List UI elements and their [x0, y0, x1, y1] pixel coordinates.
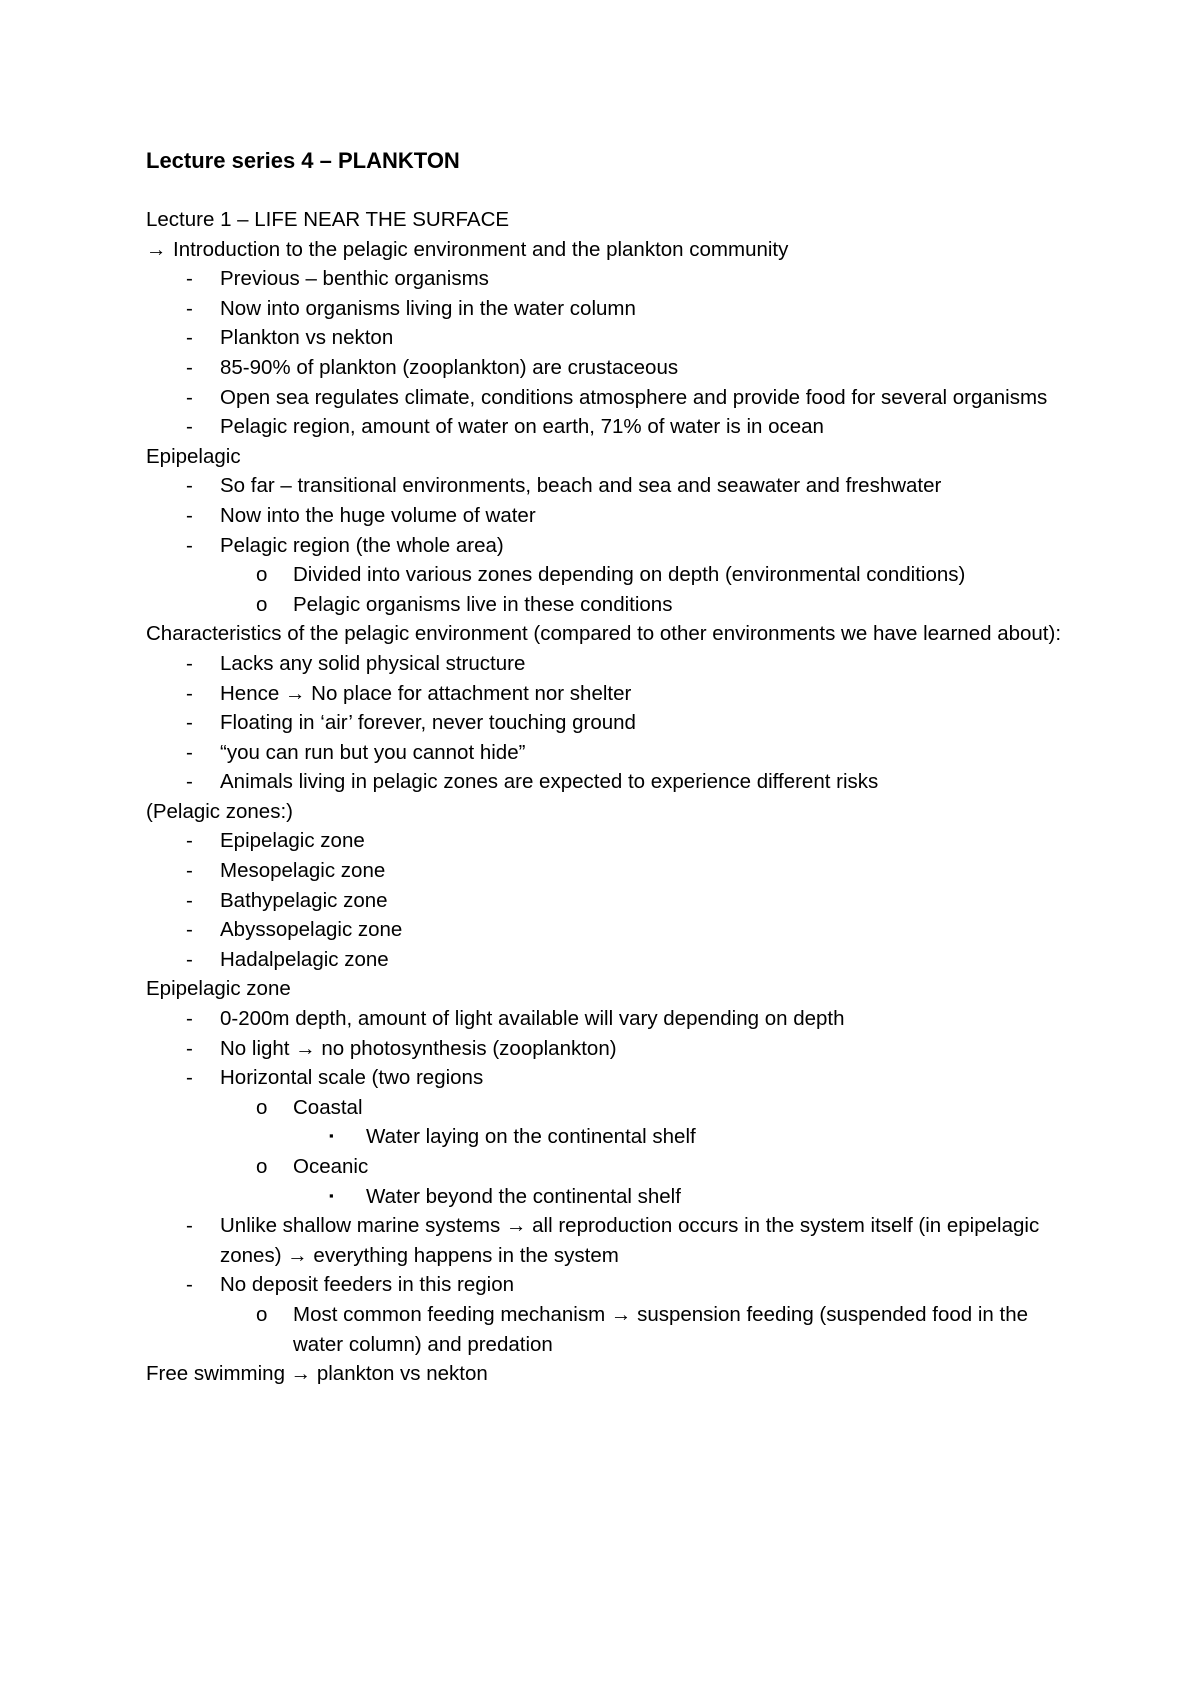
dash-bullet-icon: -: [186, 740, 193, 764]
bullet-item: [146, 945, 1076, 975]
dash-bullet-icon: -: [186, 474, 193, 498]
line-text: Now into organisms living in the water column: [220, 296, 636, 320]
bullet-item: [146, 501, 1076, 531]
text-line: [146, 619, 1076, 649]
line-text: Pelagic organisms live in these conditions: [293, 592, 673, 616]
bullet-item: [146, 1270, 1076, 1300]
line-text: Now into the huge volume of water: [220, 503, 536, 527]
document-title: Lecture series 4 – PLANKTON: [146, 148, 460, 173]
bullet-item: [146, 649, 1076, 679]
bullet-item: [146, 1004, 1076, 1034]
line-text: Epipelagic zone: [146, 977, 291, 1001]
bullet-item: [146, 294, 1076, 324]
circle-bullet-icon: o: [256, 1302, 268, 1326]
line-text: Characteristics of the pelagic environment (compared to other environments we have learned about):: [146, 622, 1062, 646]
dash-bullet-icon: -: [186, 1036, 193, 1060]
line-text: 85-90% of plankton (zooplankton) are crustaceous: [220, 355, 679, 379]
line-text: Divided into various zones depending on depth (environmental conditions): [293, 563, 966, 587]
circle-bullet-icon: o: [256, 563, 268, 587]
bullet-item: [146, 738, 1076, 768]
line-text: Mesopelagic zone: [220, 859, 386, 883]
bullet-item: [146, 1211, 1076, 1270]
circle-bullet-icon: o: [256, 1095, 268, 1119]
dash-bullet-icon: -: [186, 859, 193, 883]
line-text: Most common feeding mechanism → suspension feeding (suspended food in the water column) and predation: [293, 1302, 1029, 1356]
bullet-item: [146, 531, 1076, 561]
line-text: Floating in ‘air’ forever, never touching ground: [220, 711, 636, 735]
bullet-item: [146, 767, 1076, 797]
text-line: [146, 974, 1076, 1004]
line-text: Plankton vs nekton: [220, 326, 394, 350]
bullet-item: [146, 915, 1076, 945]
line-text: Introduction to the pelagic environment and the plankton community: [173, 237, 789, 261]
line-text: Free swimming → plankton vs nekton: [146, 1362, 488, 1386]
bullet-item: [146, 1034, 1076, 1064]
dash-bullet-icon: -: [186, 1273, 193, 1297]
circle-bullet-icon: o: [256, 1155, 268, 1178]
bullet-item: [146, 264, 1076, 294]
dash-bullet-icon: -: [186, 296, 193, 320]
bullet-item: [146, 708, 1076, 738]
bullet-item: [146, 353, 1076, 383]
text-line: [146, 797, 1076, 827]
dash-bullet-icon: -: [186, 326, 193, 350]
line-text: (Pelagic zones:): [146, 799, 293, 823]
dash-bullet-icon: -: [186, 681, 193, 705]
line-text: No light → no photosynthesis (zooplankton): [220, 1036, 617, 1060]
arrow-right-icon: →: [146, 237, 167, 261]
bullet-item: [146, 1063, 1076, 1093]
bullet-item: [146, 323, 1076, 353]
document-page: [146, 146, 1076, 1389]
bullet-item: [146, 679, 1076, 709]
text-line: [146, 442, 1076, 472]
bullet-item: [146, 1093, 1076, 1123]
line-text: Horizontal scale (two regions: [220, 1066, 484, 1090]
bullet-item: [146, 1300, 1076, 1359]
bullet-item: [146, 560, 1076, 590]
dash-bullet-icon: -: [186, 355, 193, 379]
document-body: [146, 205, 1076, 1389]
text-line: [146, 205, 1076, 235]
dash-bullet-icon: -: [186, 267, 193, 291]
text-line: [146, 235, 1076, 265]
dash-bullet-icon: -: [186, 651, 193, 675]
dash-bullet-icon: -: [186, 1214, 193, 1238]
line-text: Epipelagic: [146, 444, 241, 468]
line-text: Hadalpelagic zone: [220, 947, 389, 971]
bullet-item: [146, 412, 1076, 442]
line-text: Oceanic: [293, 1155, 369, 1178]
line-text: No deposit feeders in this region: [220, 1273, 515, 1297]
dash-bullet-icon: -: [186, 533, 193, 557]
bullet-item: [146, 471, 1076, 501]
dash-bullet-icon: -: [186, 770, 193, 794]
dash-bullet-icon: -: [186, 711, 193, 735]
dash-bullet-icon: -: [186, 918, 193, 942]
bullet-item: [146, 886, 1076, 916]
line-text: Epipelagic zone: [220, 829, 365, 853]
dash-bullet-icon: -: [186, 385, 193, 409]
text-line: [146, 1359, 1076, 1389]
dash-bullet-icon: -: [186, 947, 193, 971]
dash-bullet-icon: -: [186, 1007, 193, 1031]
square-bullet-icon: ▪: [329, 1128, 334, 1144]
dash-bullet-icon: -: [186, 888, 193, 912]
line-text: Pelagic region, amount of water on earth, 71% of water is in ocean: [220, 415, 824, 439]
bullet-item: [146, 590, 1076, 620]
line-text: Hence → No place for attachment nor shelter: [220, 681, 632, 705]
line-text: So far – transitional environments, beach and sea and seawater and freshwater: [220, 474, 942, 498]
line-text: 0-200m depth, amount of light available will vary depending on depth: [220, 1007, 845, 1031]
bullet-item: [146, 383, 1076, 413]
bullet-item: [146, 1122, 1076, 1152]
line-text: “you can run but you cannot hide”: [220, 740, 526, 764]
line-text: Lacks any solid physical structure: [220, 651, 526, 675]
line-text: Unlike shallow marine systems → all reproduction occurs in the system itself (in epipelagic zones) → everything happens in the system: [220, 1214, 1040, 1267]
line-text: Water beyond the continental shelf: [366, 1184, 681, 1208]
bullet-item: [146, 1182, 1076, 1212]
line-text: Water laying on the continental shelf: [366, 1125, 696, 1149]
bullet-item: [146, 1152, 1076, 1182]
line-text: Animals living in pelagic zones are expected to experience different risks: [220, 770, 879, 794]
line-text: Lecture 1 – LIFE NEAR THE SURFACE: [146, 208, 510, 231]
dash-bullet-icon: -: [186, 829, 193, 853]
line-text: Coastal: [293, 1095, 363, 1119]
line-text: Bathypelagic zone: [220, 888, 388, 912]
line-text: Pelagic region (the whole area): [220, 533, 504, 557]
line-text: Previous – benthic organisms: [220, 267, 489, 291]
bullet-item: [146, 856, 1076, 886]
dash-bullet-icon: -: [186, 1066, 193, 1090]
line-text: Abyssopelagic zone: [220, 918, 403, 942]
circle-bullet-icon: o: [256, 592, 268, 616]
dash-bullet-icon: -: [186, 415, 193, 439]
line-text: Open sea regulates climate, conditions atmosphere and provide food for several organisms: [220, 385, 1048, 409]
square-bullet-icon: ▪: [329, 1187, 334, 1203]
dash-bullet-icon: -: [186, 503, 193, 527]
bullet-item: [146, 826, 1076, 856]
